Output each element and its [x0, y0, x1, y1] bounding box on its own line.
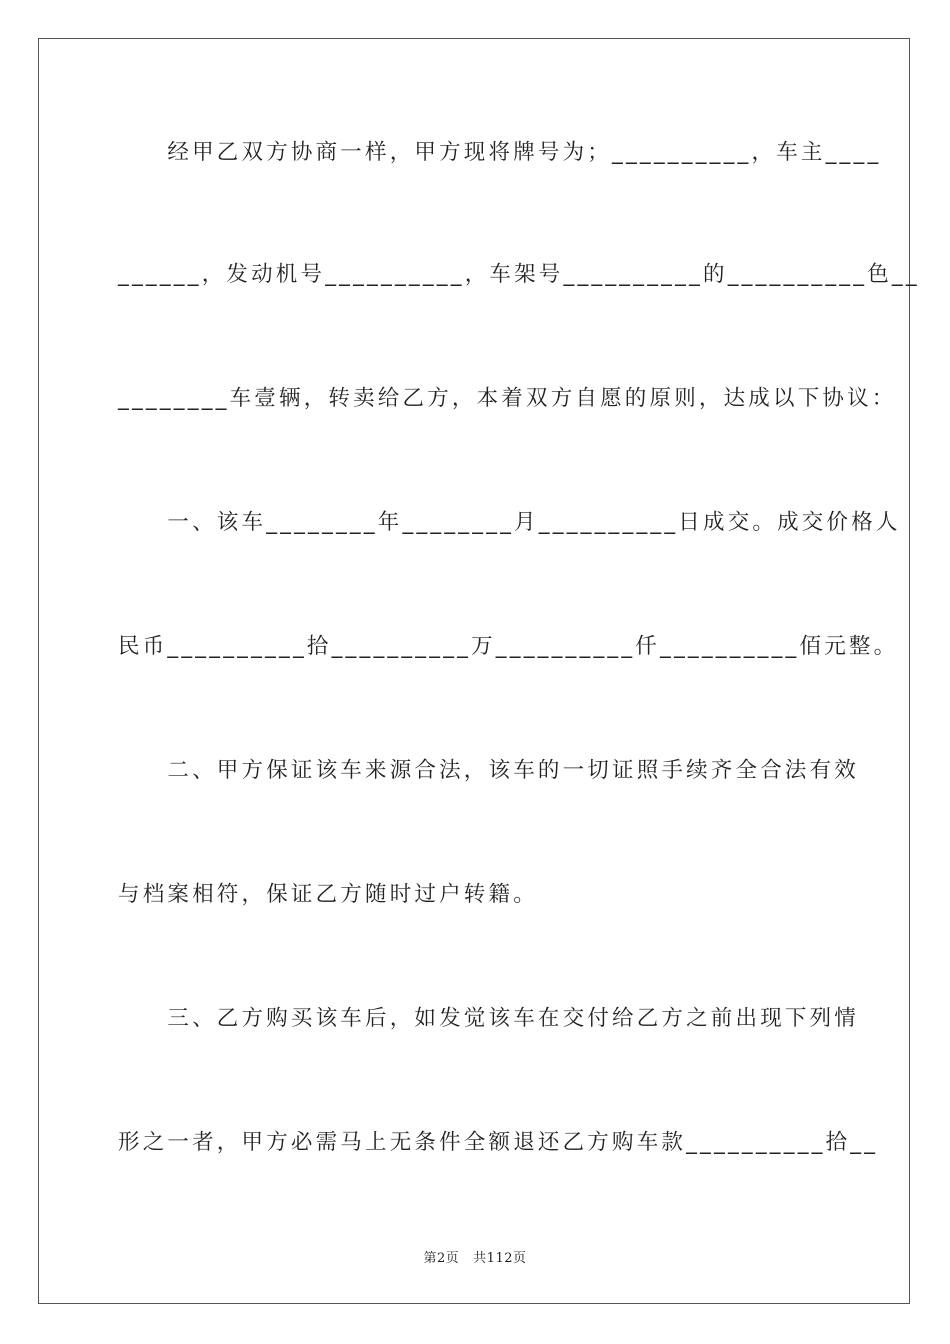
page-total: 共112页 — [473, 1251, 527, 1266]
paragraph-line-7: 与档案相符，保证乙方随时过户转籍。 — [118, 882, 538, 907]
page-footer — [0, 1247, 950, 1266]
paragraph-line-1: 经甲乙双方协商一样，甲方现将牌号为；__________，车主____ — [118, 140, 882, 165]
paragraph-line-9: 形之一者，甲方必需马上无条件全额退还乙方购车款__________拾__ — [118, 1130, 879, 1155]
page-number: 第2页 — [423, 1251, 460, 1266]
paragraph-line-4: 一、该车________年________月__________日成交。成交价格人 — [118, 510, 901, 535]
page-border — [38, 38, 920, 1304]
paragraph-line-3: ________车壹辆，转卖给乙方，本着双方自愿的原则，达成以下协议： — [118, 386, 897, 411]
paragraph-line-8: 三、乙方购买该车后，如发觉该车在交付给乙方之前出现下列情 — [118, 1006, 860, 1031]
paragraph-line-5: 民币__________拾__________万__________仟__________佰元整。 — [118, 634, 899, 659]
paragraph-line-6: 二、甲方保证该车来源合法，该车的一切证照手续齐全合法有效 — [118, 758, 860, 783]
paragraph-line-2: ______，发动机号__________，车架号__________的__________色__ — [118, 262, 920, 287]
